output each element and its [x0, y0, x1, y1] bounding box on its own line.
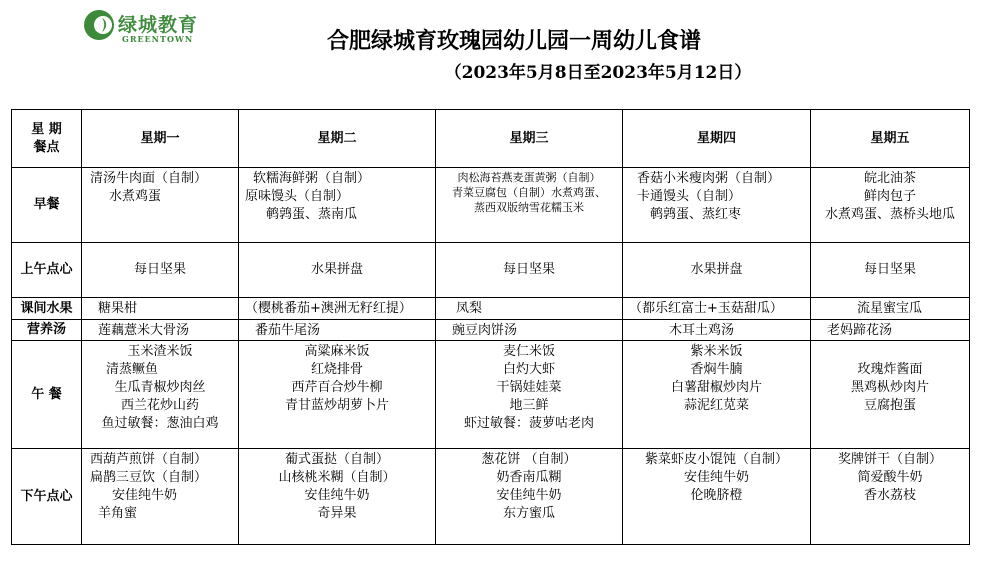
menu-cell [82, 449, 239, 545]
menu-cell [436, 298, 623, 320]
menu-cell [623, 168, 811, 243]
menu-item: 安佳纯牛奶 [683, 470, 749, 485]
menu-item: 清汤牛肉面（自制） [90, 171, 208, 186]
menu-item: 每日坚果 [133, 262, 186, 277]
menu-item: 伦晚脐橙 [690, 488, 743, 503]
menu-cell [811, 298, 970, 320]
menu-item: 青菜豆腐包（自制）水煮鸡蛋、 [452, 186, 606, 199]
menu-item: 清蒸鳜鱼 [106, 362, 159, 377]
menu-item: 高粱麻米饭 [304, 344, 370, 359]
menu-cell [623, 341, 811, 449]
menu-item: 软糯海鲜粥（自制） [253, 171, 371, 186]
corner-cell [12, 110, 82, 168]
menu-cell [239, 341, 436, 449]
menu-cell [239, 243, 436, 298]
menu-item: 地三鲜 [509, 398, 549, 413]
page-title: 合肥绿城育玫瑰园幼儿园一周幼儿食谱 [326, 29, 701, 54]
row-label: 午 餐 [12, 341, 82, 449]
logo-subtext: GREENTOWN [122, 34, 194, 44]
row-label: 下午点心 [12, 449, 82, 545]
table-header-row [12, 110, 970, 168]
menu-cell [82, 168, 239, 243]
menu-item: 鲜肉包子 [863, 189, 916, 204]
menu-cell [623, 243, 811, 298]
menu-item: （都乐红富士+玉菇甜瓜） [629, 301, 783, 316]
menu-item: 番茄牛尾汤 [255, 323, 321, 338]
menu-item: 水煮鸡蛋 [96, 189, 162, 204]
menu-item: 香焖牛腩 [690, 362, 743, 377]
menu-item: 香水荔枝 [863, 488, 916, 503]
menu-item: 安佳纯牛奶 [496, 488, 562, 503]
menu-item: 每日坚果 [502, 262, 555, 277]
menu-item: 豌豆肉饼汤 [452, 323, 518, 338]
day-header-fri: 星期五 [811, 110, 970, 168]
menu-cell [811, 320, 970, 341]
menu-item: 西兰花炒山药 [120, 398, 199, 413]
menu-cell [239, 320, 436, 341]
table-row-afternoon-snack [12, 449, 970, 545]
row-label: 上午点心 [12, 243, 82, 298]
menu-item: 奶香南瓜糊 [496, 470, 562, 485]
menu-item: 蒜泥红苋菜 [683, 398, 749, 413]
day-header-mon: 星期一 [82, 110, 239, 168]
menu-item: 干锅娃娃菜 [496, 380, 562, 395]
menu-item: 皖北油茶 [863, 171, 916, 186]
menu-item: 水果拼盘 [690, 262, 743, 277]
menu-cell [811, 243, 970, 298]
menu-item: 西芹百合炒牛柳 [291, 380, 383, 395]
menu-item: 木耳土鸡汤 [669, 323, 735, 338]
menu-item: 鹌鹑蛋、蒸南瓜 [253, 207, 358, 222]
menu-item: 凤梨 [456, 301, 483, 316]
menu-item: 流星蜜宝瓜 [857, 301, 923, 316]
row-label: 早餐 [12, 168, 82, 243]
menu-item: 香菇小米瘦肉粥（自制） [637, 171, 781, 186]
date-range: （2023年5月8日至2023年5月12日） [444, 63, 752, 83]
menu-cell [436, 341, 623, 449]
menu-cell [82, 243, 239, 298]
menu-cell [623, 298, 811, 320]
menu-item: 水煮鸡蛋、蒸桥头地瓜 [824, 207, 955, 222]
menu-item: 葡式蛋挞（自制） [284, 452, 389, 467]
menu-item: 玫瑰炸酱面 [857, 362, 923, 377]
menu-cell [811, 449, 970, 545]
menu-item: 鹌鹑蛋、蒸红枣 [637, 207, 742, 222]
menu-cell [436, 168, 623, 243]
table-row-lunch [12, 341, 970, 449]
menu-cell [436, 449, 623, 545]
table-row-soup [12, 320, 970, 341]
menu-cell [82, 320, 239, 341]
menu-item: 白灼大虾 [502, 362, 555, 377]
menu-item: 老妈蹄花汤 [827, 323, 893, 338]
day-header-wed: 星期三 [436, 110, 623, 168]
menu-item: 紫米米饭 [690, 344, 743, 359]
menu-item: 葱花饼 （自制） [481, 452, 577, 467]
menu-cell [811, 168, 970, 243]
menu-item: 肉松海苔燕麦蛋黄粥（自制） [457, 171, 601, 184]
corner-weekday-label: 星 期 [31, 121, 62, 137]
menu-item: 虾过敏餐：菠萝咕老肉 [463, 416, 594, 431]
menu-cell [436, 320, 623, 341]
menu-item: 红烧排骨 [310, 362, 363, 377]
menu-item: 白薯甜椒炒肉片 [670, 380, 762, 395]
menu-item: 豆腐抱蛋 [863, 398, 916, 413]
menu-item: 安佳纯牛奶 [304, 488, 370, 503]
menu-item: 山核桃米糊（自制） [278, 470, 396, 485]
menu-item: 麦仁米饭 [502, 344, 555, 359]
menu-cell [82, 341, 239, 449]
corner-meal-label: 餐点 [33, 139, 60, 155]
menu-cell [811, 341, 970, 449]
menu-item: 莲藕薏米大骨汤 [98, 323, 190, 338]
menu-item: 生瓜青椒炒肉丝 [114, 380, 206, 395]
menu-item: 水果拼盘 [310, 262, 363, 277]
row-label: 营养汤 [12, 320, 82, 341]
menu-item: 奖牌饼干（自制） [837, 452, 942, 467]
table-row-fruit [12, 298, 970, 320]
menu-cell [82, 298, 239, 320]
day-header-thu: 星期四 [623, 110, 811, 168]
menu-item: 东方蜜瓜 [502, 506, 555, 521]
table-row-morning-snack [12, 243, 970, 298]
weekly-menu-table [11, 109, 970, 545]
menu-cell [436, 243, 623, 298]
menu-cell [239, 298, 436, 320]
logo-text: 绿城教育 [118, 14, 199, 36]
menu-item: 扁鹊三豆饮（自制） [90, 470, 208, 485]
menu-item: 青甘蓝炒胡萝卜片 [284, 398, 389, 413]
menu-item: 紫菜虾皮小馄饨（自制） [644, 452, 788, 467]
row-label: 课间水果 [12, 298, 82, 320]
menu-item: （樱桃番茄+澳洲无籽红提） [245, 301, 412, 316]
menu-item: 奇异果 [317, 506, 357, 521]
menu-item: 西葫芦煎饼（自制） [90, 452, 208, 467]
menu-item: 每日坚果 [863, 262, 916, 277]
menu-item: 黑鸡枞炒肉片 [850, 380, 929, 395]
table-row-breakfast [12, 168, 970, 243]
menu-item: 羊角蜜 [98, 506, 138, 521]
menu-cell [239, 168, 436, 243]
menu-item: 蒸西双版纳雪花糯玉米 [474, 201, 584, 214]
menu-item: 简爱酸牛奶 [857, 470, 923, 485]
menu-item: 原味馒头（自制） [245, 189, 350, 204]
menu-item: 糖果柑 [98, 301, 138, 316]
menu-item: 鱼过敏餐：葱油白鸡 [101, 416, 219, 431]
menu-cell [623, 449, 811, 545]
menu-item: 卡通馒头（自制） [637, 189, 742, 204]
menu-item: 玉米渣米饭 [127, 344, 193, 359]
menu-cell [623, 320, 811, 341]
menu-cell [239, 449, 436, 545]
menu-item: 安佳纯牛奶 [112, 488, 178, 503]
day-header-tue: 星期二 [239, 110, 436, 168]
